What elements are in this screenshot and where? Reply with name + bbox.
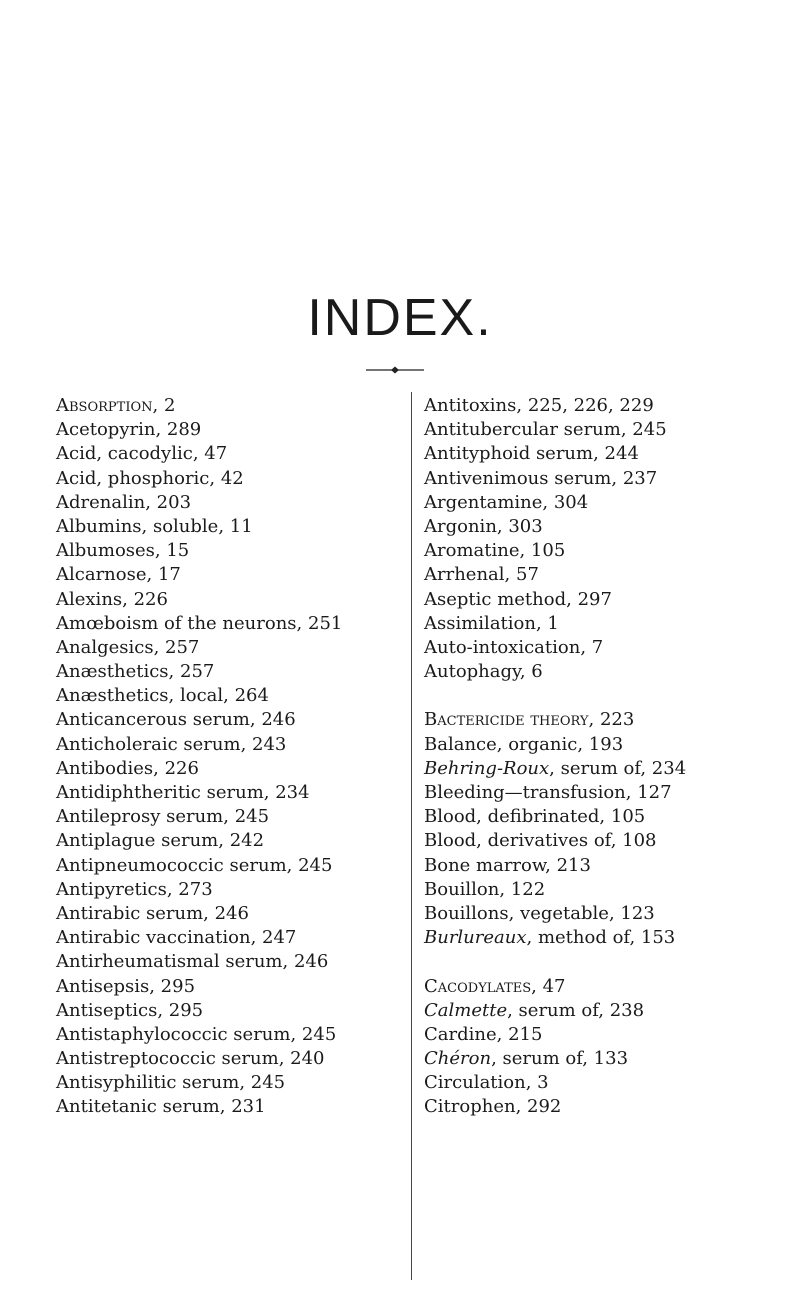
index-term: Adrenalin [56,491,146,513]
index-entry [424,733,774,757]
index-term: Antitubercular serum [424,419,621,441]
index-term: Argonin [424,515,497,537]
index-section-gap [424,684,774,708]
index-page-refs: , 245 [239,1072,286,1094]
index-term: Arrhenal [424,564,505,586]
index-term: Antitetanic serum [56,1096,220,1118]
index-entry [424,926,774,950]
index-page-refs: , 7 [580,636,604,658]
index-term: Anæsthetics, local [56,685,224,707]
index-entry [424,1095,774,1119]
index-entry [56,975,396,999]
index-page-refs: , 240 [278,1048,325,1070]
index-page-refs: , 264 [223,685,269,707]
index-term: Antipyretics [56,878,167,900]
index-term: Antiseptics [56,999,158,1021]
index-entry [424,1047,774,1071]
index-page-refs: , 42 [209,467,244,489]
index-page-refs: , method of, 153 [526,927,676,949]
index-entry [56,999,396,1023]
index-term: Blood, defibrinated [424,806,600,828]
index-entry [424,660,774,684]
index-term: Antipneumococcic serum [56,854,287,876]
index-term: Burlureaux [424,927,527,949]
index-entry [424,829,774,853]
index-term: Alexins [56,588,123,610]
index-entry [424,612,774,636]
index-entry [56,636,396,660]
index-entry [424,757,774,781]
index-term: Bactericide theory [424,709,589,731]
index-term: Amœboism of the neurons [56,612,297,634]
index-page-refs: , 273 [166,878,213,900]
index-page-refs: , 3 [525,1072,549,1094]
index-entry [424,467,774,491]
index-term: Antirabic serum [56,902,204,924]
index-page-refs: , 297 [566,588,612,610]
index-entry [424,708,774,732]
index-entry [56,805,396,829]
index-entry [424,1023,774,1047]
index-term: Autophagy [424,661,520,683]
index-term: Antistreptococcic serum [56,1048,279,1070]
index-term: Cardine [424,1023,497,1045]
index-term: Antisepsis [56,975,150,997]
index-page-refs: , serum of, 133 [491,1048,629,1070]
index-page-refs: , 292 [515,1096,562,1118]
index-entry [56,394,396,418]
index-column-left [56,394,396,1120]
index-entry [424,636,774,660]
index-page-refs: , 257 [153,636,200,658]
index-page-refs: , 251 [296,612,343,634]
index-entry [56,781,396,805]
index-entry [56,515,396,539]
index-page-refs: , 234 [263,782,310,803]
index-term: Anticancerous serum [56,709,250,731]
index-entry [56,926,396,950]
index-page-refs: , 257 [168,661,215,683]
index-entry [56,708,396,732]
index-term: Circulation [424,1072,526,1094]
index-term: Antisyphilitic serum [56,1072,240,1094]
index-entry [424,539,774,563]
index-page-refs: , serum of, 238 [507,999,645,1021]
index-entry [56,878,396,902]
index-term: Bone marrow [424,854,546,876]
index-page-refs: , 11 [218,515,253,537]
index-term: Antitoxins [424,395,517,416]
index-page-refs: , 6 [519,661,543,683]
index-term: Bouillon [424,878,500,900]
index-term: Bleeding—transfusion [424,782,626,803]
index-entry [424,781,774,805]
index-entry [56,1095,396,1119]
index-page-refs: , 223 [588,709,635,731]
index-entry [56,1047,396,1071]
index-page-refs: , 245 [286,854,333,876]
index-term: Antiplague serum [56,830,219,852]
index-page-refs: , 123 [608,902,655,924]
index-entry [424,805,774,829]
index-entry [56,757,396,781]
index-entry [424,588,774,612]
index-page-refs: , 215 [496,1023,543,1045]
index-entry [424,902,774,926]
index-term: Balance, organic [424,733,578,755]
index-entry [56,733,396,757]
index-term: Antidiphtheritic serum [56,782,264,803]
index-entry [56,1071,396,1095]
index-entry [56,902,396,926]
index-page-refs: , 1 [535,612,559,634]
index-section-gap [424,950,774,974]
index-page-refs: , 304 [542,491,589,513]
index-page-refs: , 245 [620,419,667,441]
index-entry [56,539,396,563]
index-entry [424,975,774,999]
index-entry [424,999,774,1023]
index-page-refs: , 17 [146,564,181,586]
index-term: Chéron [424,1048,492,1070]
index-term: Analgesics [56,636,154,658]
index-page-refs: , 127 [625,782,672,803]
index-entry [424,563,774,587]
index-term: Acid, phosphoric [56,467,210,489]
index-page-refs: , 231 [219,1096,266,1118]
index-page-refs: , 289 [155,419,202,441]
index-entry [56,829,396,853]
index-page-refs: , 203 [145,491,192,513]
index-page-refs: , 295 [149,975,196,997]
index-page-refs: , 47 [192,443,228,465]
index-term: Calmette [424,999,508,1021]
index-term: Antibodies [56,757,154,779]
index-term: Antirabic vaccination [56,927,251,949]
index-term: Antityphoid serum [424,443,594,465]
index-term: Cacodylates [424,975,532,997]
index-term: Alcarnose [56,564,147,586]
index-page-refs: , 246 [203,902,249,924]
index-page-refs: , 225, 226, 229 [516,395,654,416]
index-page-refs: , 246 [249,709,296,731]
index-term: Assimilation [424,612,536,634]
index-term: Aseptic method [424,588,567,610]
index-term: Auto-intoxication [424,636,581,658]
index-page-refs: , 213 [545,854,591,876]
index-term: Citrophen [424,1096,516,1118]
index-page-refs: , 247 [250,927,297,949]
index-entry [424,394,774,418]
column-divider [411,392,412,1280]
index-page-refs: , 245 [290,1023,337,1045]
index-entry [424,442,774,466]
index-page-refs: , 105 [519,540,566,562]
index-entry [56,950,396,974]
index-term: Blood, derivatives of [424,830,611,852]
index-term: Albumoses [56,540,155,562]
index-page-refs: , 243 [240,733,287,755]
index-page-refs: , 47 [531,975,566,997]
index-entry [56,491,396,515]
index-page-refs: , 237 [611,467,658,489]
index-page-refs: , 57 [504,564,539,586]
index-entry [56,684,396,708]
index-entry [56,563,396,587]
index-term: Absorption [56,395,153,416]
index-entry [424,854,774,878]
index-entry [56,588,396,612]
index-page-refs: , 226 [153,757,199,779]
index-term: Argentamine [424,491,543,513]
index-entry [424,418,774,442]
index-entry [56,467,396,491]
index-entry [56,418,396,442]
index-term: Antistaphylococcic serum [56,1023,291,1045]
index-page-refs: , 242 [218,830,265,852]
index-page-refs: , 193 [577,733,624,755]
index-page-refs: , 246 [282,951,329,973]
index-term: Aromatine [424,540,520,562]
index-page-refs: , 15 [154,540,190,562]
index-page-refs: , 303 [496,515,543,537]
index-term: Acetopyrin [56,419,156,441]
index-page-refs: , 245 [223,806,270,828]
index-entry [424,491,774,515]
index-entry [424,878,774,902]
index-page-refs: , 295 [157,999,204,1021]
index-page-refs: , 244 [593,443,639,465]
index-page-refs: , 122 [499,878,546,900]
index-term: Anticholeraic serum [56,733,241,755]
page-title: INDEX. [307,289,493,347]
index-term: Acid, cacodylic [56,443,193,465]
index-term: Behring-Roux [424,757,550,779]
index-column-right [424,394,774,1120]
index-entry [424,1071,774,1095]
index-entry [56,442,396,466]
index-term: Antirheumatismal serum [56,951,283,973]
index-term: Antileprosy serum [56,806,224,828]
title-ornament [366,366,424,374]
index-page-refs: , 2 [152,395,176,416]
index-entry [56,1023,396,1047]
index-page-refs: , serum of, 234 [549,757,687,779]
index-term: Bouillons, vegetable [424,902,609,924]
index-entry [56,660,396,684]
index-entry [424,515,774,539]
index-term: Anæsthetics [56,661,169,683]
index-entry [56,854,396,878]
index-term: Albumins, soluble [56,515,219,537]
index-page-refs: , 105 [599,806,646,828]
index-entry [56,612,396,636]
index-term: Antivenimous serum [424,467,612,489]
index-page-refs: , 108 [610,830,657,852]
index-page-refs: , 226 [122,588,168,610]
